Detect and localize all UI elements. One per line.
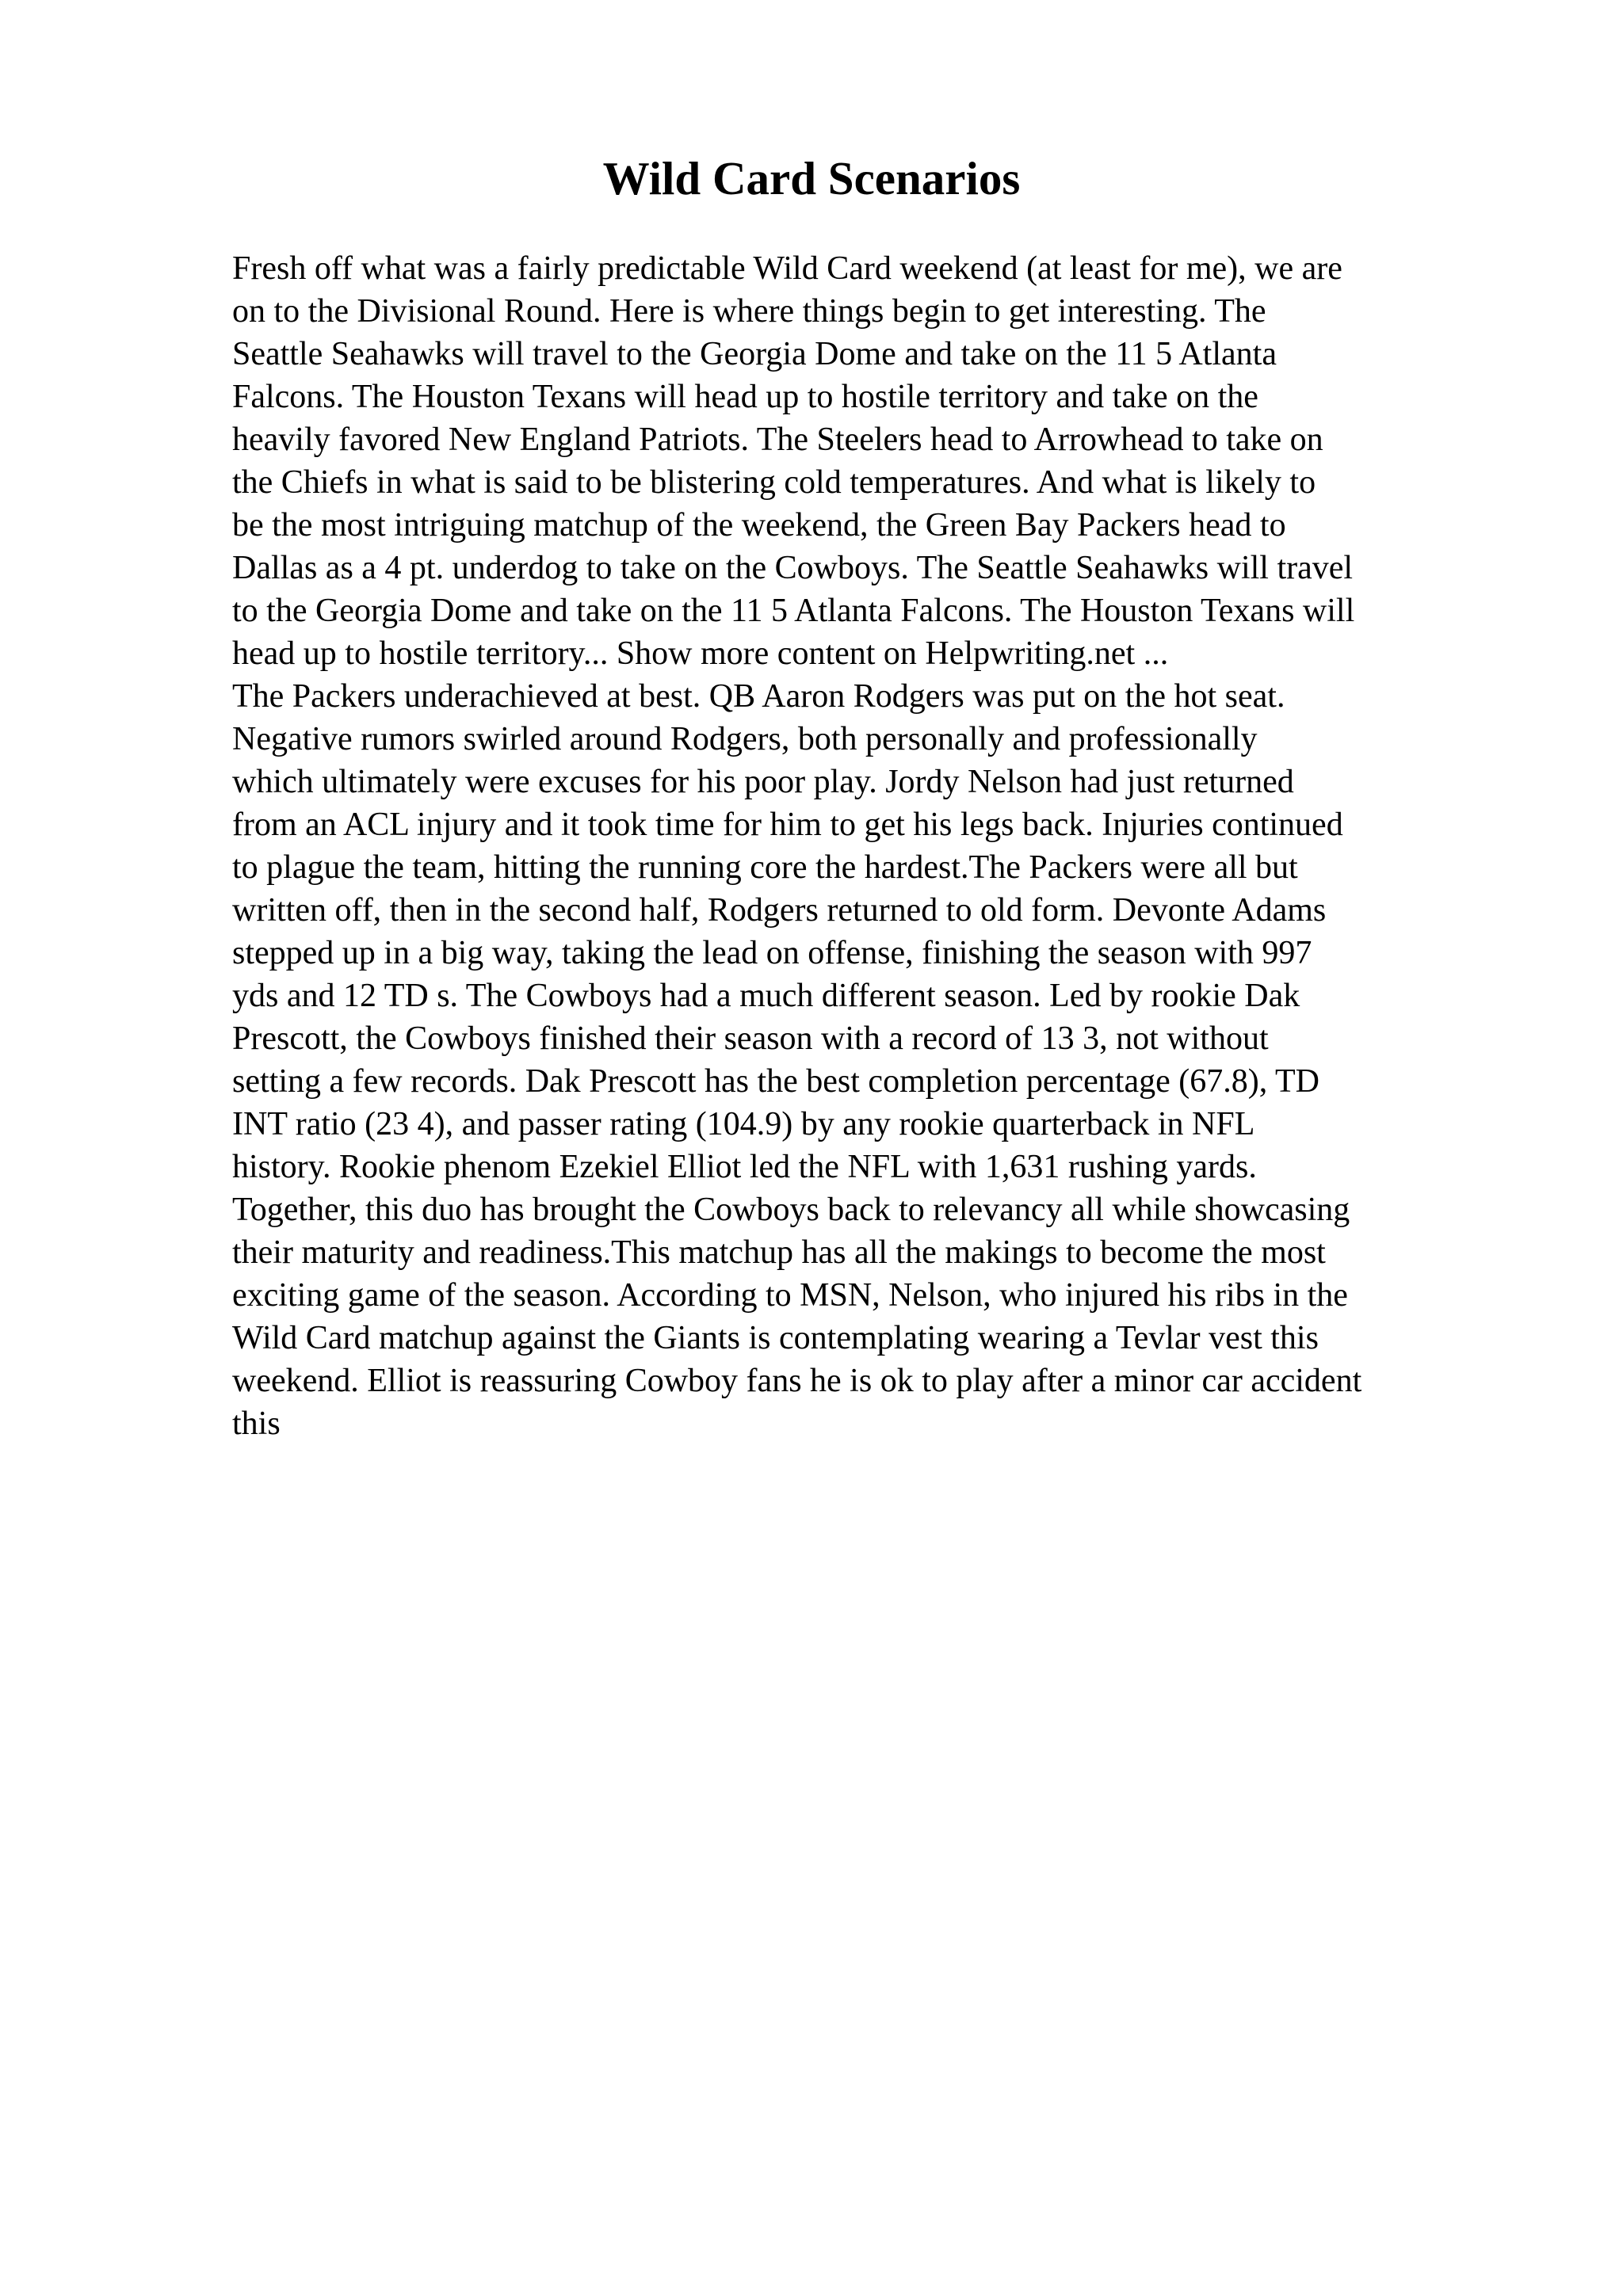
body-line: which ultimately were excuses for his poor play. Jordy Nelson had just returned bbox=[232, 764, 1294, 800]
body-line: written off, then in the second half, Rodgers returned to old form. Devonte Adams bbox=[232, 892, 1327, 929]
body-line: Negative rumors swirled around Rodgers, both personally and professionally bbox=[232, 721, 1258, 757]
body-line: The Packers underachieved at best. QB Aaron Rodgers was put on the hot seat. bbox=[232, 678, 1285, 715]
body-line: stepped up in a big way, taking the lead on offense, finishing the season with 997 bbox=[232, 935, 1312, 971]
body-line: from an ACL injury and it took time for him to get his legs back. Injuries continued bbox=[232, 807, 1343, 843]
body-line: this bbox=[232, 1405, 281, 1442]
body-line: setting a few records. Dak Prescott has the best completion percentage (67.8), TD bbox=[232, 1063, 1319, 1100]
document-body bbox=[232, 247, 1500, 1445]
body-line: their maturity and readiness.This matchup has all the makings to become the most bbox=[232, 1234, 1326, 1271]
body-line: yds and 12 TD s. The Cowboys had a much different season. Led by rookie Dak bbox=[232, 978, 1300, 1014]
body-line: history. Rookie phenom Ezekiel Elliot led the NFL with 1,631 rushing yards. bbox=[232, 1149, 1257, 1185]
body-line: INT ratio (23 4), and passer rating (104.9) by any rookie quarterback in NFL bbox=[232, 1106, 1255, 1142]
body-line: weekend. Elliot is reassuring Cowboy fans he is ok to play after a minor car accident bbox=[232, 1363, 1362, 1399]
body-line: Fresh off what was a fairly predictable Wild Card weekend (at least for me), we are bbox=[232, 250, 1342, 287]
body-line: be the most intriguing matchup of the weekend, the Green Bay Packers head to bbox=[232, 507, 1286, 543]
body-line: Prescott, the Cowboys finished their season with a record of 13 3, not without bbox=[232, 1020, 1269, 1057]
body-line: Falcons. The Houston Texans will head up to hostile territory and take on the bbox=[232, 379, 1258, 415]
body-line: to the Georgia Dome and take on the 11 5 Atlanta Falcons. The Houston Texans will bbox=[232, 593, 1355, 629]
body-line: Dallas as a 4 pt. underdog to take on the Cowboys. The Seattle Seahawks will travel bbox=[232, 550, 1354, 586]
body-line: to plague the team, hitting the running core the hardest.The Packers were all but bbox=[232, 849, 1298, 886]
body-line: Together, this duo has brought the Cowboys back to relevancy all while showcasing bbox=[232, 1192, 1350, 1228]
body-line: Wild Card matchup against the Giants is contemplating wearing a Tevlar vest this bbox=[232, 1320, 1319, 1356]
document-title: Wild Card Scenarios bbox=[602, 152, 1021, 204]
body-line: heavily favored New England Patriots. The Steelers head to Arrowhead to take on bbox=[232, 421, 1323, 458]
body-line: exciting game of the season. According to MSN, Nelson, who injured his ribs in the bbox=[232, 1277, 1348, 1314]
body-line: the Chiefs in what is said to be blistering cold temperatures. And what is likely to bbox=[232, 464, 1316, 501]
body-line: head up to hostile territory... Show more content on Helpwriting.net ... bbox=[232, 635, 1169, 672]
body-line: on to the Divisional Round. Here is where things begin to get interesting. The bbox=[232, 293, 1266, 330]
body-line: Seattle Seahawks will travel to the Georgia Dome and take on the 11 5 Atlanta bbox=[232, 336, 1277, 372]
